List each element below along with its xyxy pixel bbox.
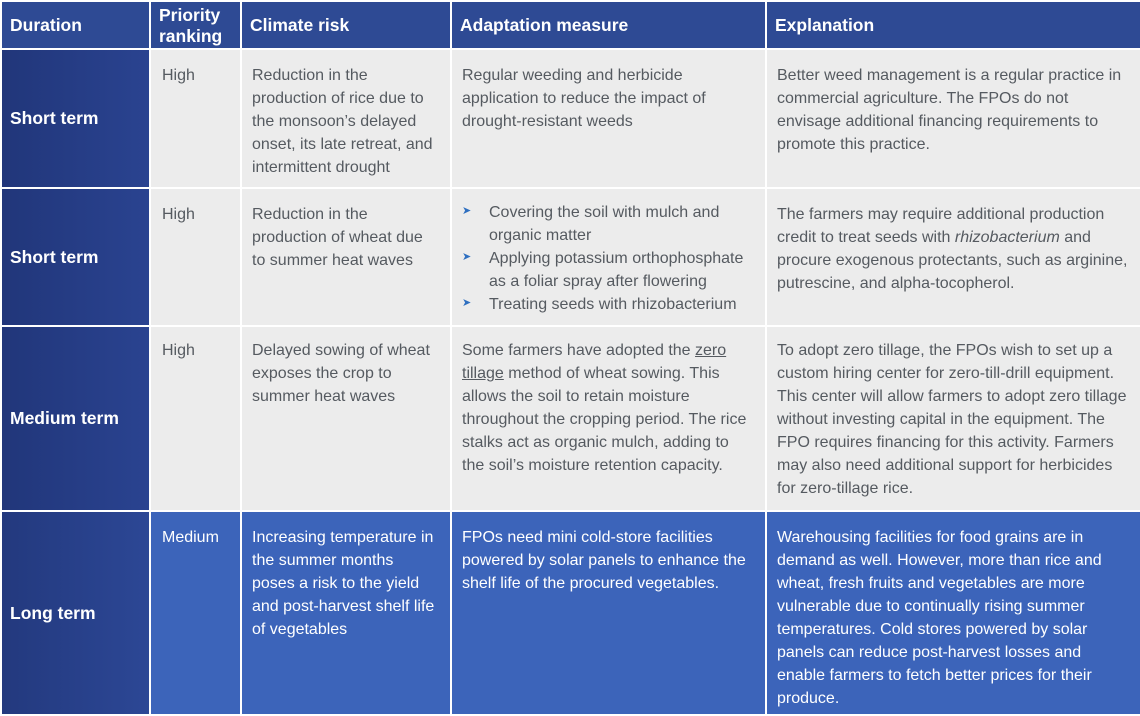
duration-cell: Short term [1, 188, 150, 326]
measure-item-text: Treating seeds with rhizobacterium [489, 296, 737, 313]
header-duration: Duration [1, 1, 150, 49]
measure-cell: Regular weeding and herbicide application to reduce the impact of drought-resistant weeds [451, 49, 766, 188]
explanation-cell: Better weed management is a regular practice in commercial agriculture. The FPOs do not envisage additional financing requirements to promote this practice. [766, 49, 1140, 188]
header-priority-line2: ranking [159, 26, 223, 46]
measure-text-2: method of wheat sowing. This allows the soil to retain moisture throughout the cropping period. The rice stalks act as organic mulch, adding to the soil’s moisture retention capacity. [462, 365, 747, 474]
duration-cell: Medium term [1, 326, 150, 511]
header-priority-line1: Priority [159, 5, 221, 25]
header-row [1, 1, 1140, 49]
table-row [1, 188, 1140, 326]
explanation-text-2: and procure exogenous protectants, such as arginine, putrescine, and alpha-tocopherol. [777, 229, 1128, 292]
priority-cell: High [150, 49, 241, 188]
measure-cell [451, 326, 766, 511]
climate-risk-cell: Reduction in the production of wheat due to summer heat waves [241, 188, 451, 326]
header-climate-risk: Climate risk [241, 1, 451, 49]
explanation-cell: To adopt zero tillage, the FPOs wish to set up a custom hiring center for zero-till-drill equipment. This center will allow farmers to adopt zero tillage without investing capital in the equipment. The FPO requires financing for this activity. Farmers may also need additional support for herbicides for zero-tillage rice. [766, 326, 1140, 511]
explanation-italic: rhizobacterium [954, 229, 1060, 246]
table-row [1, 326, 1140, 511]
measure-item-text: Covering the soil with mulch and organic matter [489, 204, 720, 244]
bullet-icon: ➤ [462, 297, 472, 309]
measure-cell: FPOs need mini cold-store facilities powered by solar panels to enhance the shelf life of the procured vegetables. [451, 511, 766, 715]
measure-item-text: Applying potassium orthophosphate as a foliar spray after flowering [489, 250, 744, 290]
bullet-icon: ➤ [462, 205, 472, 217]
table-row [1, 511, 1140, 715]
zero-tillage-link[interactable]: zero tillage [462, 342, 727, 382]
explanation-text: The farmers may require additional production credit to treat seeds with [777, 206, 1105, 246]
duration-cell: Short term [1, 49, 150, 188]
climate-risk-cell: Reduction in the production of rice due to the monsoon’s delayed onset, its late retreat, and intermittent drought [241, 49, 451, 188]
climate-risk-cell: Delayed sowing of wheat exposes the crop to summer heat waves [241, 326, 451, 511]
header-adaptation-measure: Adaptation measure [451, 1, 766, 49]
duration-cell: Long term [1, 511, 150, 715]
header-explanation: Explanation [766, 1, 1140, 49]
priority-cell: Medium [150, 511, 241, 715]
list-item [462, 293, 755, 316]
priority-cell: High [150, 188, 241, 326]
measure-cell [451, 188, 766, 326]
bullet-icon: ➤ [462, 251, 472, 263]
explanation-cell [766, 188, 1140, 326]
table-row [1, 49, 1140, 188]
measure-list [462, 201, 755, 316]
list-item [462, 247, 755, 293]
climate-risk-cell: Increasing temperature in the summer months poses a risk to the yield and post-harvest shelf life of vegetables [241, 511, 451, 715]
explanation-cell: Warehousing facilities for food grains are in demand as well. However, more than rice and wheat, fresh fruits and vegetables are more vulnerable due to continually rising summer temperatures. Cold stores powered by solar panels can reduce post-harvest losses and enable farmers to fetch better prices for their produce. [766, 511, 1140, 715]
list-item [462, 201, 755, 247]
measure-text: Some farmers have adopted the [462, 342, 696, 359]
header-priority [150, 1, 241, 49]
priority-cell: High [150, 326, 241, 511]
